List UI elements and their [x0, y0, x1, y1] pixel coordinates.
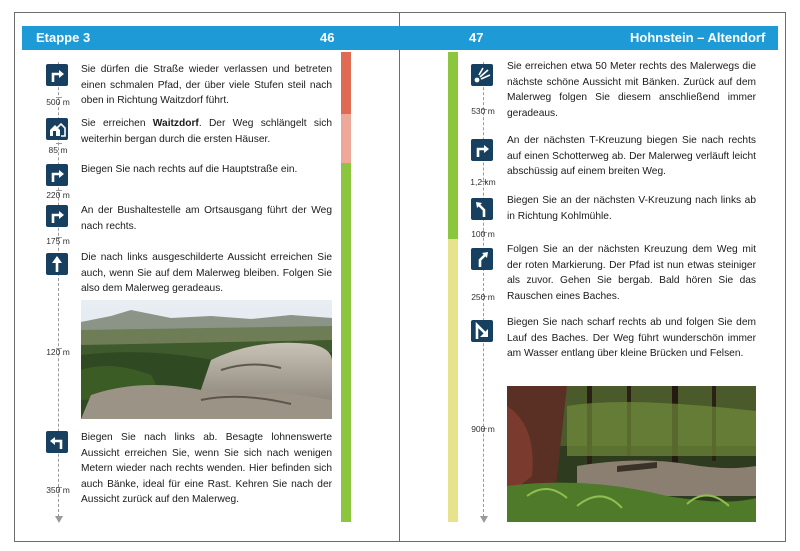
turn-right-icon [46, 164, 68, 186]
turn-left-icon [46, 431, 68, 453]
step-instruction: Biegen Sie nach scharf rechts ab und folgen Sie dem Lauf des Baches. Der Weg führt wunderschön immer am Wasser entlang über kleine Brücken und Felsen. [507, 317, 756, 359]
place-name: Waitzdorf [152, 118, 199, 129]
step-instruction: Sie erreichen Waitzdorf. Der Weg schlängelt sich weiterhin bergan durch die ersten Häuser. [81, 118, 333, 145]
difficulty-bar-flat [448, 239, 458, 522]
page-number-right: 47 [469, 30, 484, 45]
step-distance: 530 m [471, 106, 495, 116]
step-distance: 175 m [46, 236, 70, 246]
right-page-header [402, 26, 778, 50]
step-instruction: Biegen Sie nach rechts auf die Hauptstraße ein. [81, 164, 298, 175]
step-distance: 900 m [471, 424, 495, 434]
turn-right-icon [471, 139, 493, 161]
fork-left-icon [471, 198, 493, 220]
difficulty-bar-hard [341, 52, 351, 114]
difficulty-bar-easy [448, 52, 458, 239]
route-title: Hohnstein – Altendorf [630, 30, 766, 45]
sharp-right-icon [471, 320, 493, 342]
step-distance: 250 m [471, 292, 495, 302]
step-instruction: Sie erreichen etwa 50 Meter rechts des Malerwegs die nächste schöne Aussicht mit Bänken. Zurück auf dem Malerweg folgen Sie diesem anschließend immer geradeaus. [507, 61, 756, 119]
stage-title: Etappe 3 [36, 30, 91, 45]
difficulty-bar-medium [341, 114, 351, 163]
viewpoint-icon [471, 64, 493, 86]
right-route-line [483, 62, 484, 517]
straight-arrow-icon [46, 253, 68, 275]
step-distance: 1,2 km [470, 177, 496, 187]
turn-right-icon [46, 64, 68, 86]
fork-right-icon [471, 248, 493, 270]
step-instruction: An der nächsten T-Kreuzung biegen Sie nach rechts auf einen Schotterweg ab. Der Malerweg verläuft leicht abschüssig auf einem breiten Weg. [507, 135, 756, 177]
difficulty-bar-easy [341, 163, 351, 522]
step-distance: 120 m [46, 347, 70, 357]
step-instruction: An der Bushaltestelle am Ortsausgang führt der Weg nach rechts. [81, 205, 332, 232]
turn-right-icon [46, 205, 68, 227]
village-icon [46, 118, 68, 140]
left-page-header [22, 26, 402, 50]
right-route-end-arrow [480, 516, 488, 523]
page-number-left: 46 [320, 30, 335, 45]
distance-tick [56, 143, 62, 144]
step-instruction: Biegen Sie nach links ab. Besagte lohnenswerte Aussicht erreichen Sie, wenn Sie sich nach wenigen Metern wieder nach rechts wenden. Hier befinden sich auch Bänke, ideal für eine Rast. Kehren Sie nach der Aussicht zurück auf den Malerweg. [81, 432, 332, 505]
step-distance: 350 m [46, 485, 70, 495]
step-distance: 500 m [46, 97, 70, 107]
viewpoint-photo [81, 300, 332, 419]
book-spine [399, 12, 400, 542]
step-instruction: Die nach links ausgeschilderte Aussicht erreichen Sie auch, wenn Sie auf dem Malerweg bleiben. Folgen Sie also dem Malerweg geradeaus. [81, 252, 332, 294]
step-instruction: Folgen Sie an der nächsten Kreuzung dem Weg mit der roten Markierung. Der Pfad ist nun etwas steiniger als zuvor. Gehen Sie bergab. Bald hören Sie das Rauschen eines Baches. [507, 244, 756, 302]
forest-stream-photo [507, 386, 756, 522]
step-distance: 85 m [48, 145, 68, 155]
left-route-end-arrow [55, 516, 63, 523]
step-instruction: Biegen Sie an der nächsten V-Kreuzung nach links ab in Richtung Kohlmühle. [507, 195, 756, 222]
step-distance: 100 m [471, 229, 495, 239]
step-instruction: Sie dürfen die Straße wieder verlassen und betreten einen schmalen Pfad, der über viele Stufen steil nach oben in Richtung Waitzdorf führt. [81, 64, 332, 106]
step-distance: 220 m [46, 190, 70, 200]
